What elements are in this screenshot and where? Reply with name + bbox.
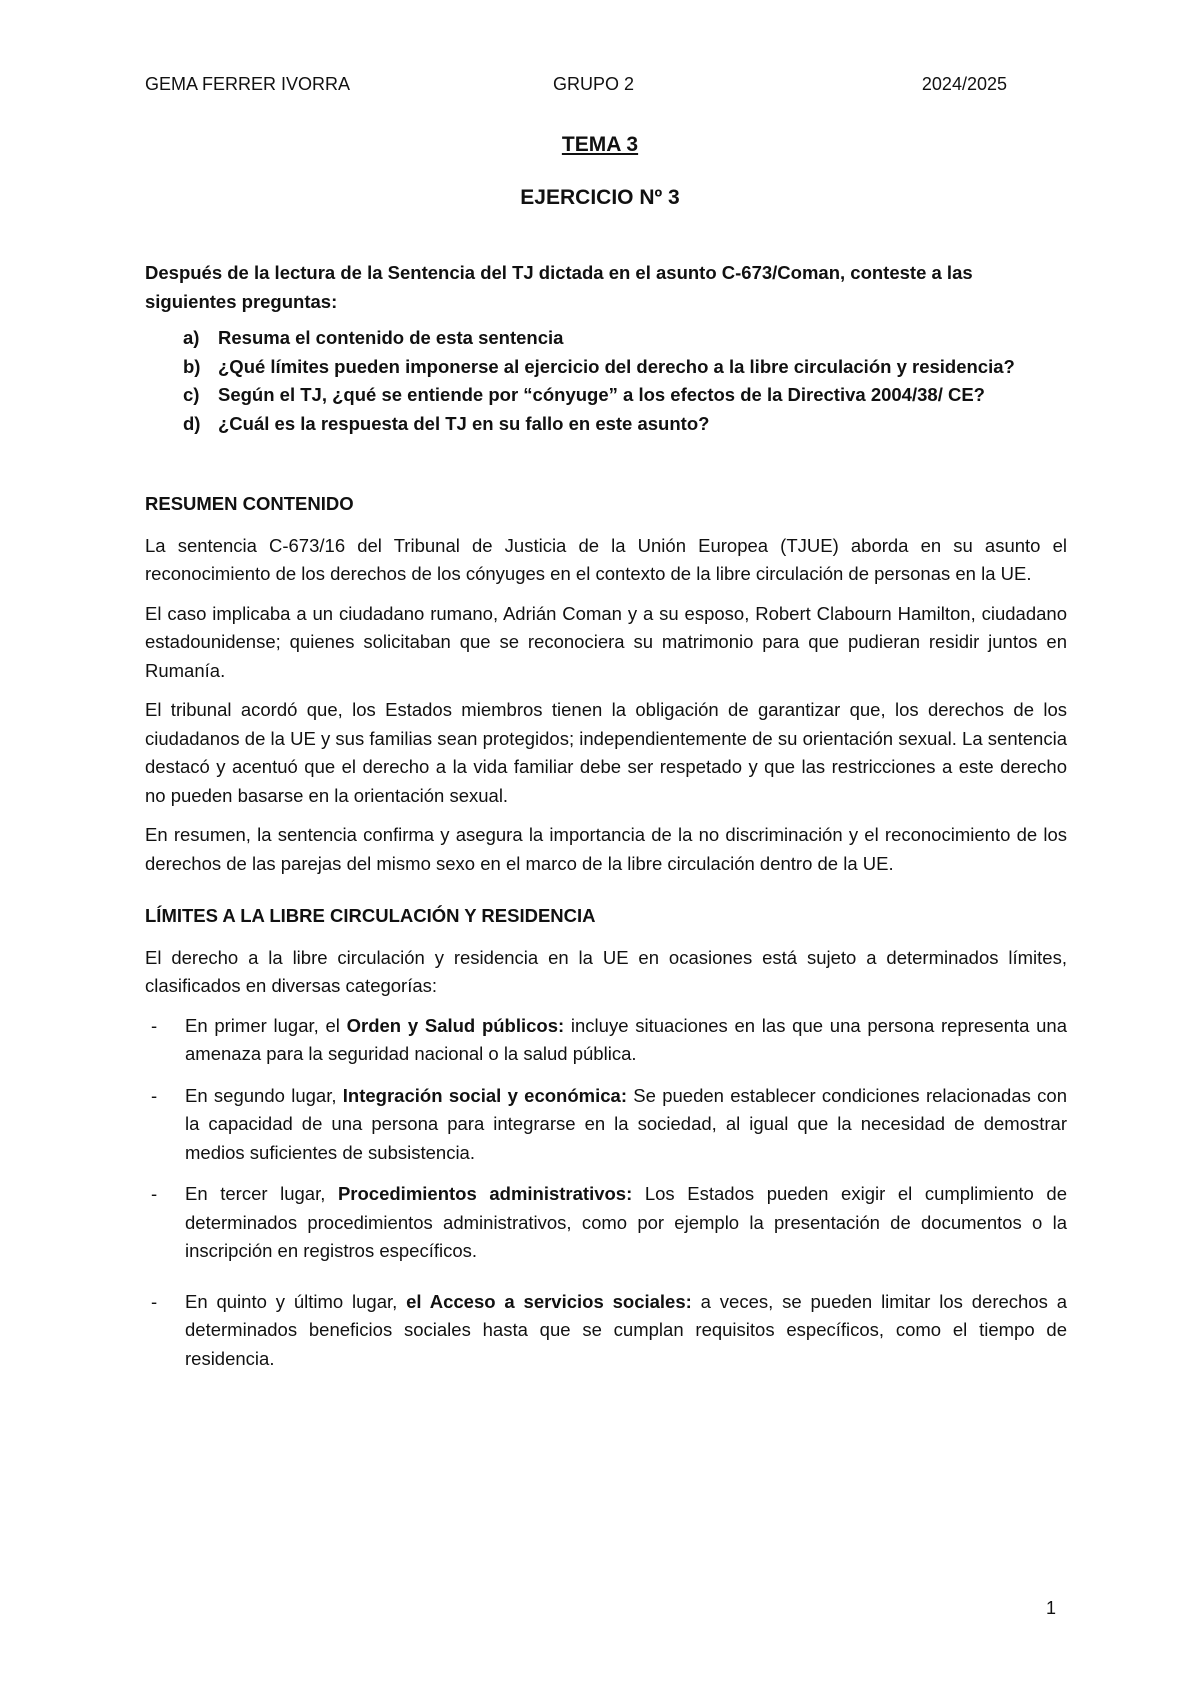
limite-text: a veces, se pueden limitar los derechos a determinados beneficios sociales hasta que se cumplan requisitos específicos, como el tiempo de residencia. — [185, 1290, 1067, 1369]
limites-heading: LÍMITES A LA LIBRE CIRCULACIÓN Y RESIDENCIA — [145, 905, 596, 926]
exercise-title: EJERCICIO Nº 3 — [520, 186, 680, 209]
limite-prefix: En quinto y último lugar, — [185, 1290, 407, 1312]
question-label: b) — [183, 355, 201, 377]
question-label: c) — [183, 384, 200, 405]
question-item — [145, 353, 1067, 382]
question-text: ¿Qué límites pueden imponerse al ejercicio del derecho a la libre circulación y residencia? — [218, 355, 1015, 377]
limite-prefix: En segundo lugar, — [185, 1084, 343, 1106]
question-item — [145, 381, 1067, 410]
limite-text: Se pueden establecer condiciones relacionadas con la capacidad de una persona para integrarse en la sociedad, al igual que la necesidad de demostrar medios suficientes de subsistencia. — [185, 1084, 1067, 1163]
resumen-heading: RESUMEN CONTENIDO — [145, 493, 354, 514]
limites-list — [145, 1012, 1067, 1374]
tema-title: TEMA 3 — [561, 133, 639, 156]
limite-text: Los Estados pueden exigir el cumplimiento de determinados procedimientos administrativos, como por ejemplo la presentación de documentos o la inscripción en registros específicos. — [185, 1183, 1067, 1261]
list-dash: - — [151, 1014, 158, 1036]
resumen-paragraph: El tribunal acordó que, los Estados miembros tienen la obligación de garantizar que, los derechos de los ciudadanos de la UE y sus familias sean protegidos; independientemente de su orientación sexual. La sentencia destacó y acentuó que el derecho a la vida familiar debe ser respetado y que las restricciones a este derecho no pueden basarse en la orientación sexual. — [145, 699, 1067, 806]
limite-bold: el Acceso a servicios sociales: — [406, 1290, 692, 1312]
limite-item — [145, 1180, 1067, 1266]
list-dash: - — [151, 1290, 158, 1312]
limite-prefix: En tercer lugar, — [185, 1183, 338, 1204]
exercise-intro: Después de la lectura de la Sentencia del TJ dictada en el asunto C-673/Coman, conteste a las siguientes preguntas: — [145, 262, 973, 312]
limite-item — [145, 1288, 1067, 1374]
limite-item — [145, 1082, 1067, 1168]
question-item — [145, 410, 1067, 439]
resumen-paragraph: En resumen, la sentencia confirma y asegura la importancia de la no discriminación y el reconocimiento de los derechos de las parejas del mismo sexo en el marco de la libre circulación dentro de la UE. — [145, 824, 1067, 874]
limite-bold: Orden y Salud públicos: — [346, 1014, 565, 1036]
limite-bold: Procedimientos administrativos: — [337, 1183, 633, 1204]
header-group: GRUPO 2 — [553, 74, 635, 94]
limite-bold: Integración social y económica: — [342, 1084, 627, 1106]
limite-prefix: En primer lugar, el — [185, 1014, 347, 1036]
question-text: Según el TJ, ¿qué se entiende por “cónyuge” a los efectos de la Directiva 2004/38/ CE? — [218, 384, 985, 405]
question-label: d) — [183, 412, 201, 434]
list-dash: - — [151, 1183, 158, 1204]
question-text: Resuma el contenido de esta sentencia — [218, 327, 564, 348]
question-label: a) — [183, 327, 200, 348]
question-item — [145, 324, 1067, 353]
limite-item — [145, 1012, 1067, 1069]
resumen-paragraph: La sentencia C-673/16 del Tribunal de Justicia de la Unión Europea (TJUE) aborda en su asunto el reconocimiento de los derechos de los cónyuges en el contexto de la libre circulación de personas en la UE. — [145, 534, 1067, 584]
limite-text: incluye situaciones en las que una persona representa una amenaza para la seguridad nacional o la salud pública. — [185, 1014, 1067, 1064]
resumen-paragraph: El caso implicaba a un ciudadano rumano, Adrián Coman y a su esposo, Robert Clabourn Hamilton, ciudadano estadounidense; quienes solicitaban que se reconociera su matrimonio para que pudieran residir juntos en Rumanía. — [145, 602, 1067, 681]
document-body — [145, 259, 1067, 1386]
page-header — [145, 74, 1007, 95]
limites-intro: El derecho a la libre circulación y residencia en la UE en ocasiones está sujeto a determinados límites, clasificados en diversas categorías: — [145, 946, 1067, 996]
question-text: ¿Cuál es la respuesta del TJ en su fallo en este asunto? — [218, 412, 710, 434]
page-number: 1 — [1046, 1598, 1057, 1618]
question-list — [145, 324, 1067, 438]
list-dash: - — [151, 1084, 158, 1106]
header-author: GEMA FERRER IVORRA — [145, 74, 351, 94]
header-year: 2024/2025 — [921, 74, 1007, 94]
